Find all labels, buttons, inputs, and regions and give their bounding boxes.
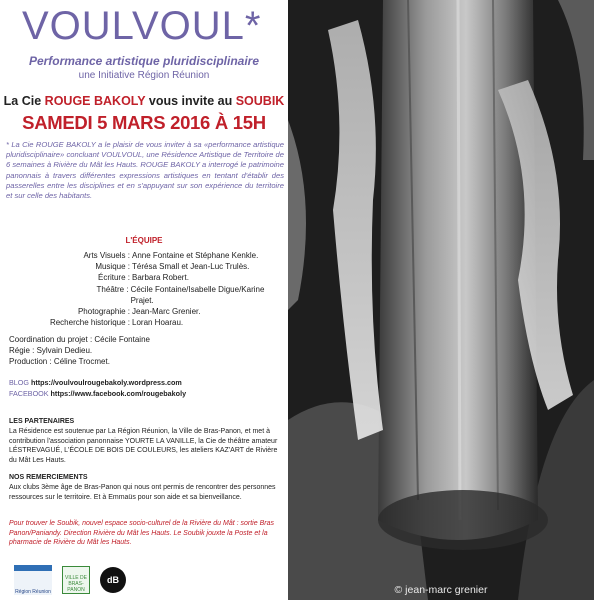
team-heading: L'ÉQUIPE [125,236,163,245]
event-title: VOULVOUL* [22,4,262,48]
team-row: Musique : Térésa Small et Jean-Luc Trulès. [95,262,250,272]
team-list [0,250,288,328]
invite-middle: vous invite au [145,94,236,108]
regie-line: Régie : Sylvain Dedieu. [9,346,93,356]
production-line: Production : Céline Trocmet. [9,357,110,367]
facebook-tag: FACEBOOK [9,389,49,398]
coordination-list [9,334,150,368]
event-date: SAMEDI 5 MARS 2016 À 15H [22,112,266,133]
thanks-heading: NOS REMERCIEMENTS [9,474,88,481]
invite-prefix: La Cie [3,94,45,108]
links-block [9,377,186,399]
facebook-link[interactable]: https://www.facebook.com/rougebakoly [50,389,187,398]
coordination-line: Coordination du projet : Cécile Fontaine [9,335,150,344]
region-reunion-logo: Région Réunion [14,565,52,595]
team-row: Recherche historique : Loran Hoarau. [49,318,184,328]
partner-logos [14,565,126,595]
banana-trunk-photo [288,0,594,600]
photo-illustration [288,0,594,600]
facebook-link-row [9,388,186,399]
event-subtitle: Performance artistique pluridisciplinaire [28,54,260,68]
team-row: Écriture : Barbara Robert. [97,273,189,283]
partners-text: La Résidence est soutenue par La Région Réunion, la Ville de Bras-Panon, et met à contribution l'association panonnaise YOURTE LA VANILLE, la Cie de théâtre amateur LÉSTREVAGUÉ, L'ÉCOLE DE BOIS DE COULEURS, les ateliers KAZ'ART de Rivière du Mât Les Hauts. [9,428,278,464]
venue-name: SOUBIK [235,94,285,108]
access-directions: Pour trouver le Soubik, nouvel espace socio-culturel de la Rivière du Mât : sortie Bras Panon/Paniandy. Direction Rivière du Mât les Hauts. Le Soubik jouxte la Poste et la pharmacie de Rivière du Mât les Hauts. [9,520,274,546]
photo-credit: © jean-marc grenier [394,584,488,596]
company-name: ROUGE BAKOLY [44,94,146,108]
team-row: Théâtre : Cécile Fontaine/Isabelle Digue/Karine Prajet. [96,284,265,305]
blog-tag: BLOG [9,378,29,387]
invitation-text-panel [0,0,288,600]
initiative-line: une Initiative Région Réunion [78,70,210,81]
partners-heading: LES PARTENAIRES [9,418,75,425]
invitation-line [0,94,288,108]
team-row: Arts Visuels : Anne Fontaine et Stéphane Kenkle. [83,251,259,260]
thanks-text: Aux clubs 3ème âge de Bras-Panon qui nous ont permis de rencontrer des personnes ressources sur le territoire. Et à Emmaüs pour son aide et sa bienveillance. [9,484,276,501]
ville-bras-panon-logo: VILLE DE BRAS-PANON [62,566,90,594]
intro-paragraph: * La Cie ROUGE BAKOLY a le plaisir de vous inviter à sa «performance artistique pluridisciplinaire» concluant VOULVOUL, une Résidence Artistique de Territoire de 6 semaines à Rivière du Mât les Hauts. ROUGE BAKOLY a interrogé le patrimoine panonnais à travers différentes expressions artistiques en tentant d'établir des passerelles entre les disciplines et en s'appuyant sur son expérience du territoire et sur celle des habitants. [6,140,284,201]
blog-link[interactable]: https://voulvoulrougebakoly.wordpress.com [30,378,182,387]
db-logo: dB [100,567,126,593]
team-row: Photographie : Jean-Marc Grenier. [77,307,201,317]
blog-link-row [9,377,186,388]
